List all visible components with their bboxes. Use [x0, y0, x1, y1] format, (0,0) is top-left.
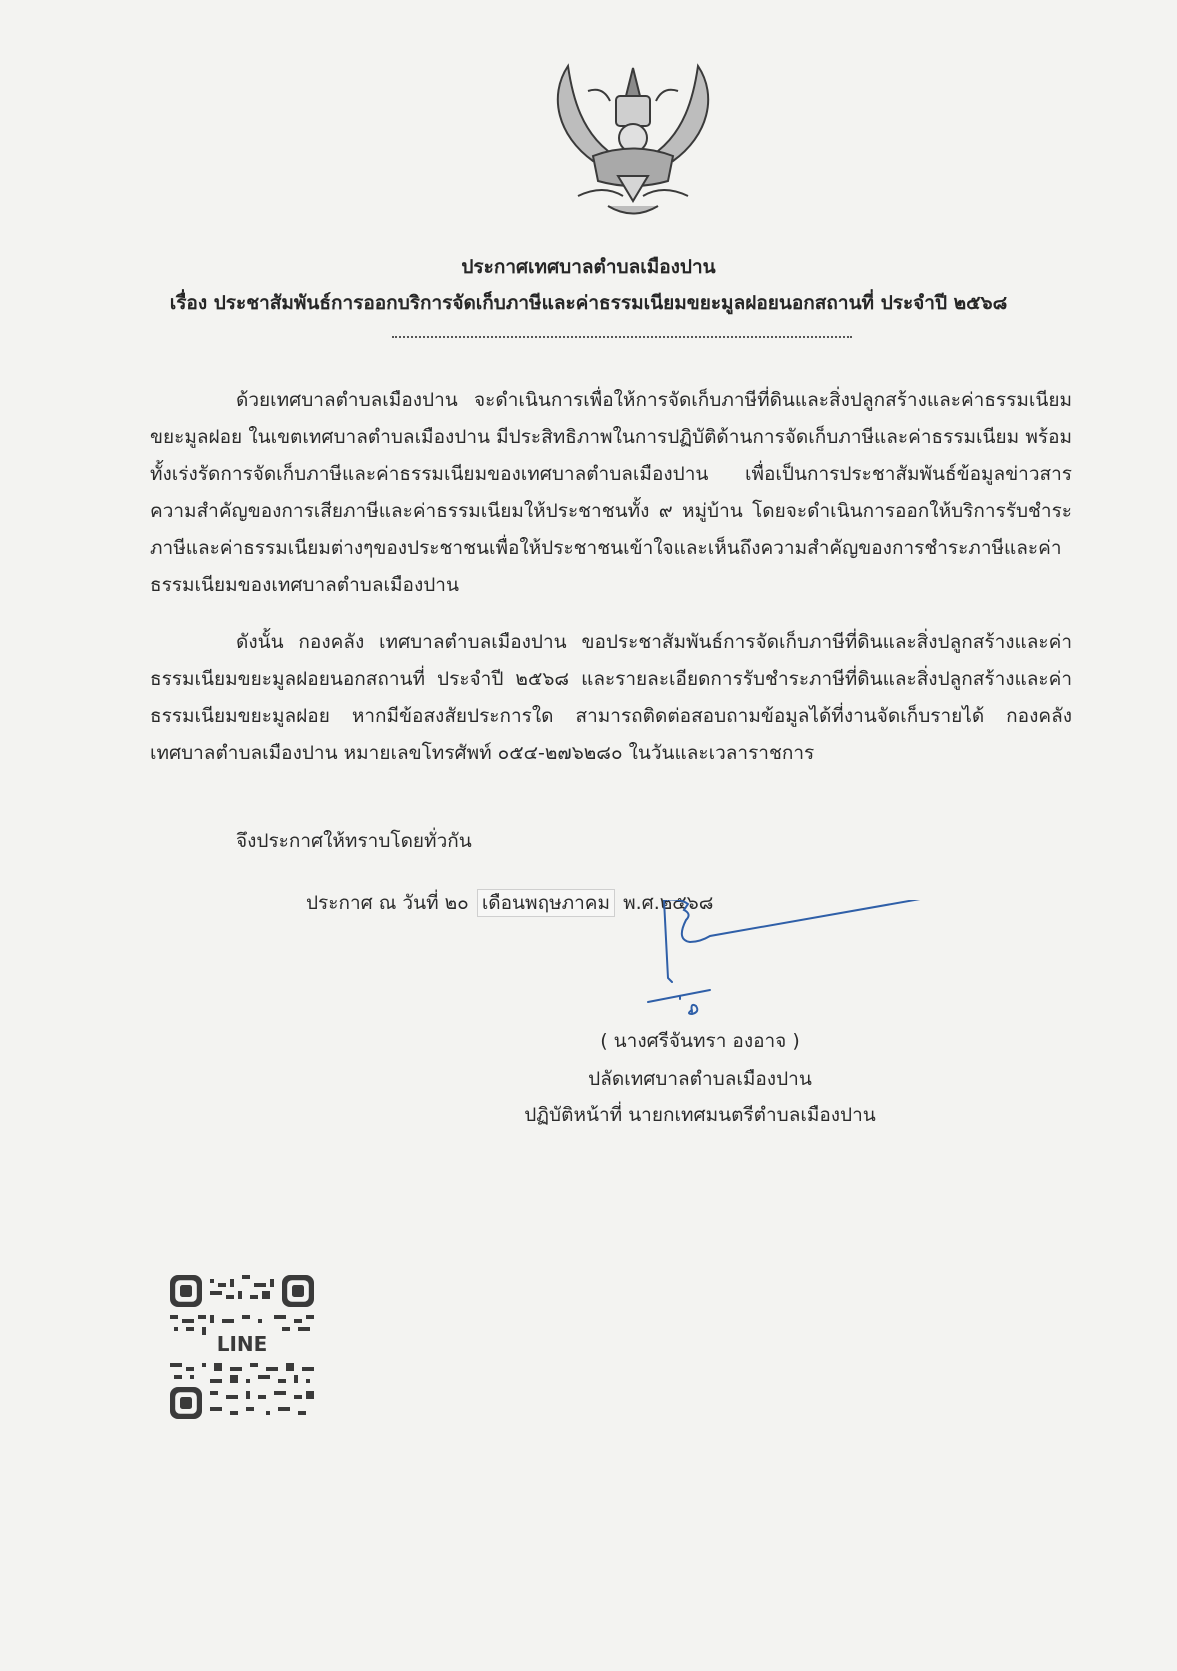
qr-line-label: LINE: [208, 1331, 276, 1357]
document-subject: เรื่อง ประชาสัมพันธ์การออกบริการจัดเก็บภาษีและค่าธรรมเนียมขยะมูลฝอยนอกสถานที่ ประจำปี ๒๕๖๘: [169, 292, 1008, 314]
signer-name: ( นางศรีจันทรา องอาจ ): [600, 1030, 800, 1052]
line-qr-code[interactable]: [170, 1275, 314, 1419]
document-title: ประกาศเทศบาลตำบลเมืองปาน: [461, 256, 716, 278]
paragraph-text: ดังนั้น กองคลัง เทศบาลตำบลเมืองปาน ขอประชาสัมพันธ์การจัดเก็บภาษีที่ดินและสิ่งปลูกสร้างและค่าธรรมเนียมขยะมูลฝอยนอกสถานที่ ประจำปี ๒๕๖๘ และรายละเอียดการรับชำระภาษีที่ดินและสิ่งปลูกสร้างและค่าธรรมเนียมขยะมูลฝอย หากมีข้อสงสัยประการใด สามารถติดต่อสอบถามข้อมูลได้ที่งานจัดเก็บรายได้ กองคลัง เทศบาลตำบลเมืองปาน หมายเลขโทรศัพท์ ๐๕๔-๒๗๖๒๘๐ ในวันและเวลาราชการ: [150, 631, 1072, 764]
signer-position: ปลัดเทศบาลตำบลเมืองปาน: [588, 1068, 812, 1090]
signer-acting-role: ปฏิบัติหน้าที่ นายกเทศมนตรีตำบลเมืองปาน: [524, 1104, 876, 1126]
date-year: พ.ศ.๒๕๖๘: [623, 892, 714, 914]
date-month: เดือนพฤษภาคม: [477, 889, 615, 917]
closing-statement: จึงประกาศให้ทราบโดยทั่วกัน: [236, 830, 472, 852]
paragraph-text: ด้วยเทศบาลตำบลเมืองปาน จะดำเนินการเพื่อให้การจัดเก็บภาษีที่ดินและสิ่งปลูกสร้างและค่าธรรมเนียมขยะมูลฝอย ในเขตเทศบาลตำบลเมืองปาน มีประสิทธิภาพในการปฏิบัติด้านการจัดเก็บภาษีและค่าธรรมเนียม พร้อมทั้งเร่งรัดการจัดเก็บภาษีและค่าธรรมเนียมของเทศบาลตำบลเมืองปาน เพื่อเป็นการประชาสัมพันธ์ข้อมูลข่าวสารความสำคัญของการเสียภาษีและค่าธรรมเนียมให้ประชาชนทั้ง ๙ หมู่บ้าน โดยจะดำเนินการออกให้บริการรับชำระภาษีและค่าธรรมเนียมต่างๆของประชาชนเพื่อให้ประชาชนเข้าใจและเห็นถึงความสำคัญของการชำระภาษีและค่าธรรมเนียมของเทศบาลตำบลเมืองปาน: [150, 389, 1072, 596]
dotted-divider: [392, 336, 852, 338]
body-paragraph-1: [150, 382, 1072, 604]
signature-icon: [640, 900, 980, 1030]
body-paragraph-2: [150, 624, 1072, 772]
garuda-emblem-icon: [548, 56, 718, 221]
date-day: ประกาศ ณ วันที่ ๒๐: [306, 892, 469, 914]
